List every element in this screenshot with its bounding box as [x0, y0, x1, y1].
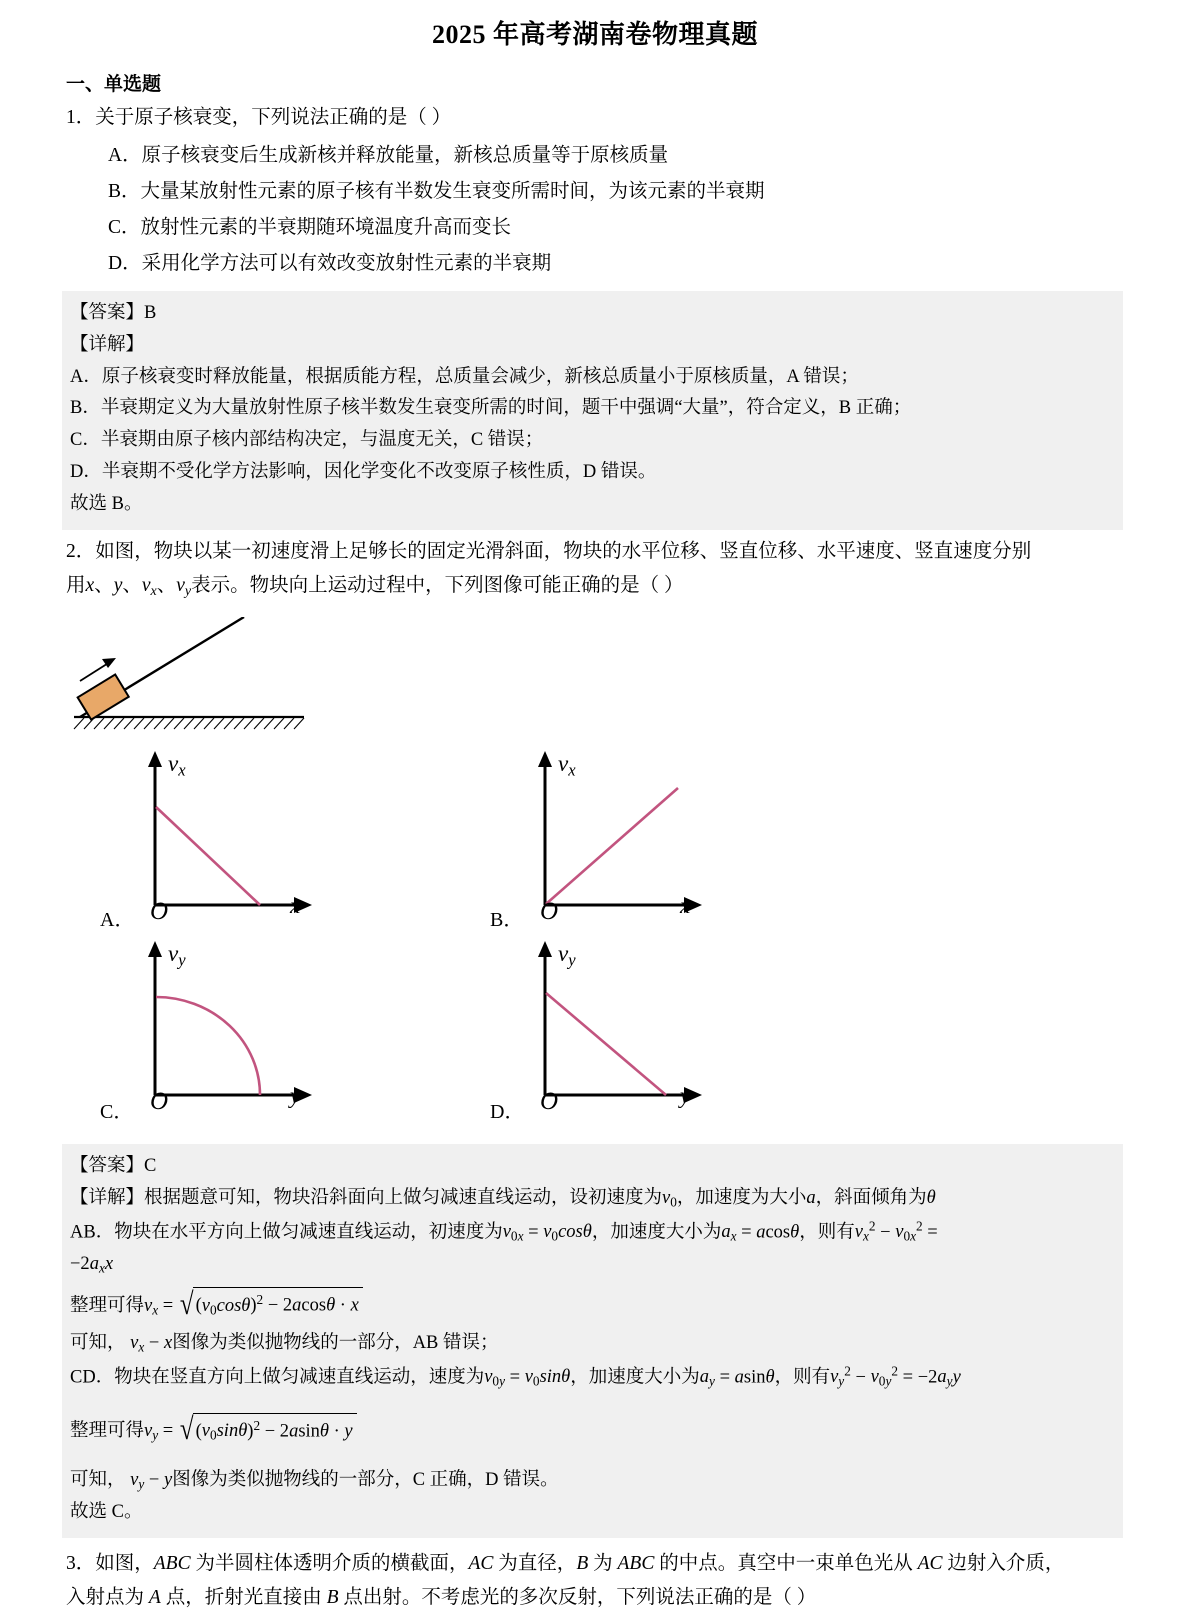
label-ac-1: AC	[468, 1553, 494, 1575]
question-1-option-a: A．原子核衰变后生成新核并释放能量，新核总质量等于原核质量	[108, 144, 669, 166]
expr-v0costheta: $v_0\cos\theta$	[543, 1221, 592, 1244]
expr-vx2: $v_x^2$	[854, 1218, 876, 1244]
question-1-option-b: B．大量某放射性元素的原子核有半数发生衰变所需时间，为该元素的半衰期	[108, 180, 765, 202]
question-1-option-c: C．放射性元素的半衰期随环境温度升高而变长	[108, 217, 512, 239]
question-2-explain-ab-cont: $-2a_xx$	[70, 1253, 114, 1276]
graph-b-curve	[546, 788, 678, 904]
var-v0: $v_0$	[662, 1187, 677, 1210]
question-2-formula-vy: 整理可得$v_y$ = √ $(v_0\sin\theta)^2 - 2asin\theta \cdot y$	[70, 1407, 1115, 1452]
expr-acostheta: a	[756, 1221, 766, 1242]
question-2-answer-block	[62, 1144, 1123, 1538]
expr-v0x2: $v_{0x}^2$	[895, 1218, 923, 1244]
graph-d-x-axis-label: y	[680, 1082, 691, 1108]
inclined-plane-svg	[66, 617, 396, 737]
question-2-explain-cd: CD．物块在竖直方向上做匀减速直线运动，速度为$v_{0y} = v_0\sin\theta$，加速度大小为$a_y = asin\theta$，则有$v_y^2 - v_{0y}^2 = -2a_yy$	[70, 1363, 961, 1389]
var-y-concl: y	[163, 1470, 173, 1491]
graph-d-y-axis-label: $v_y$	[558, 940, 576, 970]
question-1-explain-d: D．半衰期不受化学方法影响，因化学变化不改变原子核性质，D 错误。	[70, 462, 657, 483]
expr-v0sintheta: $v_0\sin\theta$	[524, 1367, 571, 1389]
label-abc-1: ABC	[153, 1553, 191, 1575]
question-1-answer-label: 【答案】B	[70, 302, 157, 323]
graph-a-option-label: A．	[100, 908, 135, 931]
graph-b-origin-label: O	[540, 897, 559, 925]
var-vx-formula: $v_x$	[144, 1295, 159, 1318]
var-x-2: x	[104, 1253, 114, 1274]
graph-b-svg	[490, 745, 760, 940]
page-title: 2025 年高考湖南卷物理真题	[431, 20, 758, 49]
graph-c-option-label: C．	[100, 1100, 134, 1123]
expr-v0y2: $v_{0y}^2$	[870, 1363, 899, 1389]
graph-a-x-axis-label: x	[290, 892, 301, 918]
hatched-ground	[74, 717, 304, 729]
question-1-stem: 1．关于原子核衰变，下列说法正确的是（ ）	[66, 107, 452, 128]
graph-c-svg	[100, 935, 370, 1130]
question-1-explain-c: C．半衰期由原子核内部结构决定，与温度无关，C 错误；	[70, 430, 544, 451]
question-1-answer-block	[62, 291, 1123, 531]
option-graph-c	[100, 935, 370, 1130]
var-ax: $a_x$	[721, 1221, 737, 1244]
question-2-explain-head: 【详解】根据题意可知，物块沿斜面向上做匀减速直线运动，设初速度为$v_0$，加速度为大小a，斜面倾角为θ	[70, 1187, 936, 1210]
question-1-explain-b: B．半衰期定义为大量放射性原子核半数发生衰变所需的时间，题干中强调“大量”，符合定义，B 正确；	[70, 398, 912, 419]
graph-a-svg	[100, 745, 370, 940]
question-2-stem-line2: 用x、y、$v_x$、$v_y$表示。物块向上运动过程中，下列图像可能正确的是（ ）	[66, 574, 684, 599]
section-heading: 一、单选题	[66, 74, 162, 95]
option-graph-a	[100, 745, 370, 940]
graph-b-x-axis-label: x	[680, 892, 691, 918]
var-vx: $v_x$	[141, 574, 157, 599]
question-2-conclusion-ab: 可知， $v_x - x$图像为类似抛物线的一部分，AB 错误；	[70, 1332, 499, 1355]
question-1-final-choice: 故选 B。	[70, 494, 143, 515]
sqrt-vy: √ $(v_0\sin\theta)^2 - 2asin\theta \cdot y$	[178, 1407, 357, 1452]
var-x-concl: x	[163, 1332, 173, 1353]
question-1-explain-label: 【详解】	[70, 334, 145, 355]
var-v0y: $v_{0y}$	[484, 1367, 505, 1389]
question-2-explain-ab: AB．物块在水平方向上做匀减速直线运动，初速度为$v_{0x} = v_0\cos\theta$，加速度大小为$a_x = acos\theta$，则有$v_x^2 - v_{0x}^2$ =	[70, 1218, 938, 1244]
question-2-stem-prefix: 用	[66, 574, 86, 596]
question-3-stem-line1: 3．如图，ABC 为半圆柱体透明介质的横截面，AC 为直径，B 为 ABC 的中点。真空中一束单色光从 AC 边射入介质，	[66, 1553, 1065, 1575]
label-ac-2: AC	[917, 1553, 943, 1575]
graph-c-y-axis-label: $v_y$	[168, 940, 186, 970]
var-vy-concl: $v_y$	[130, 1470, 145, 1492]
graph-c-x-axis-label: y	[290, 1082, 301, 1108]
question-1-explain-a: A．原子核衰变时释放能量，根据质能方程，总质量会减少，新核总质量小于原核质量，A 错误；	[70, 366, 859, 387]
graph-d-svg	[490, 935, 760, 1130]
label-b-3: B	[326, 1586, 339, 1608]
graph-c-origin-label: O	[150, 1087, 169, 1115]
expr-vy2: $v_y^2$	[830, 1363, 851, 1389]
graph-d-option-label: D．	[490, 1100, 525, 1123]
sqrt-vx: √ $(v_0\cos\theta)^2 - 2acos\theta \cdot x$	[178, 1282, 363, 1327]
graph-a-origin-label: O	[150, 897, 169, 925]
figure-inclined-plane	[66, 617, 396, 737]
question-2-final-choice: 故选 C。	[70, 1502, 143, 1523]
var-y: y	[113, 574, 123, 596]
var-ay: $a_y$	[699, 1367, 715, 1389]
option-graph-d	[490, 935, 760, 1130]
question-3-stem-line2: 入射点为 A 点，折射光直接由 B 点出射。不考虑光的多次反射，下列说法正确的是（ ）	[66, 1586, 817, 1608]
var-ay-2: $a_y$	[937, 1367, 953, 1389]
question-2-conclusion-cd: 可知， $v_y - y$图像为类似抛物线的一部分，C 正确，D 错误。	[70, 1470, 559, 1492]
label-b-1: B	[576, 1553, 589, 1575]
question-2-stem-suffix: 表示。物块向上运动过程中，下列图像可能正确的是（ ）	[191, 574, 684, 596]
graph-b-y-axis-label: $v_x$	[558, 750, 576, 780]
graph-a-y-axis-label: $v_x$	[168, 750, 186, 780]
var-a: a	[806, 1187, 816, 1208]
document-page	[0, 14, 1190, 1608]
var-vy: $v_y$	[176, 574, 192, 599]
graph-d-origin-label: O	[540, 1087, 559, 1115]
option-graphs-group	[0, 745, 1190, 1140]
label-a-3: A	[148, 1586, 161, 1608]
var-v0x: $v_{0x}$	[502, 1221, 524, 1244]
var-y-2: y	[952, 1367, 961, 1388]
var-vy-formula: $v_y$	[144, 1421, 159, 1443]
var-theta: θ	[926, 1187, 936, 1208]
label-abc-2: ABC	[617, 1553, 655, 1575]
question-2-formula-vx: 整理可得$v_x$ = √ $(v_0\cos\theta)^2 - 2acos\theta \cdot x$	[70, 1282, 1115, 1327]
option-graph-b	[490, 745, 760, 940]
question-2-stem-line1: 2．如图，物块以某一初速度滑上足够长的固定光滑斜面，物块的水平位移、竖直位移、水平速度、竖直速度分别	[66, 541, 1032, 563]
question-2-answer-label: 【答案】C	[70, 1155, 157, 1176]
var-x: x	[85, 574, 95, 596]
expr-asintheta: a	[734, 1367, 744, 1388]
graph-a-curve	[156, 807, 260, 905]
var-ax-2: $a_x$	[89, 1253, 105, 1276]
question-1-option-d: D．采用化学方法可以有效改变放射性元素的半衰期	[108, 253, 552, 275]
var-vx-concl: $v_x$	[130, 1332, 145, 1355]
graph-c-curve	[156, 997, 260, 1095]
graph-d-curve	[546, 993, 666, 1095]
graph-b-option-label: B．	[490, 908, 524, 931]
